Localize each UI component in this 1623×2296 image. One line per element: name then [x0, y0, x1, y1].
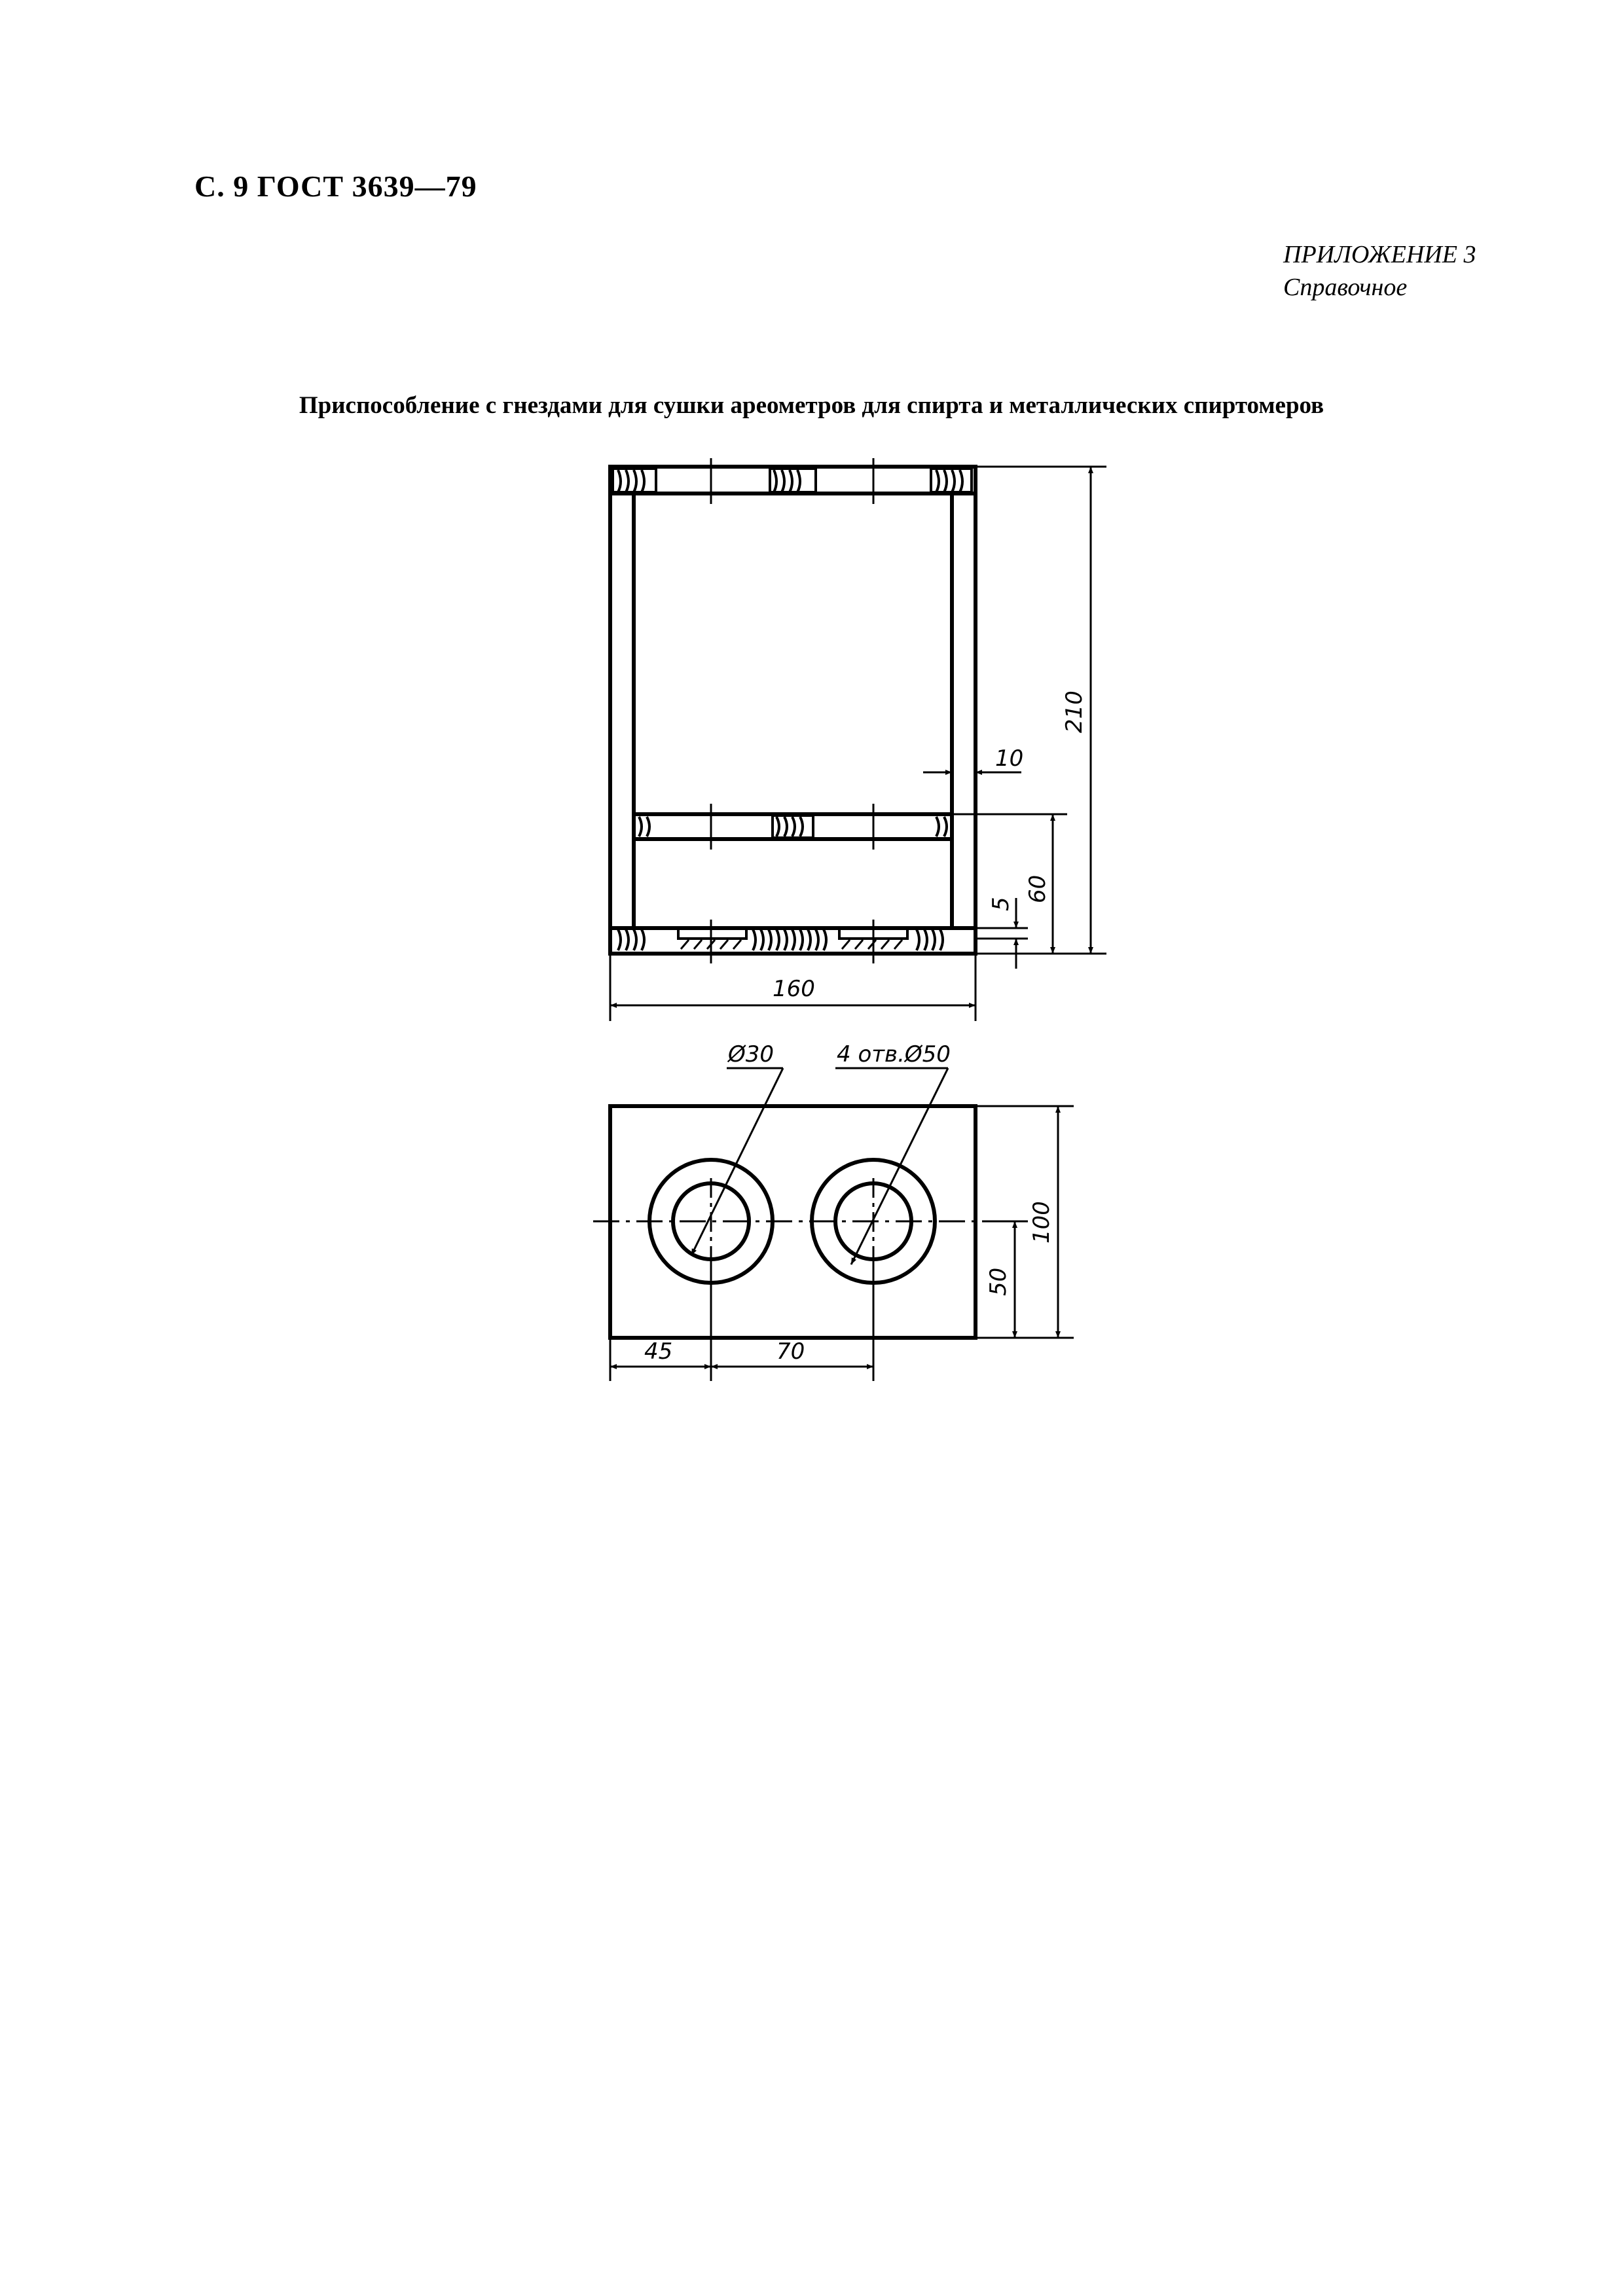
- appendix-number: ПРИЛОЖЕНИЕ 3: [1283, 241, 1476, 268]
- weld-marks: [613, 469, 972, 950]
- dim-plate-5: 5: [988, 897, 1014, 911]
- frame-outline: [610, 467, 976, 954]
- dim-center-50: 50: [985, 1267, 1012, 1296]
- axis-lines: [711, 458, 873, 963]
- dim-inner-diameter: Ø30: [728, 1041, 775, 1067]
- dim-width-160: 160: [773, 976, 815, 1002]
- front-view: [610, 458, 1106, 1021]
- dim-wall-10: 10: [995, 745, 1024, 772]
- plan-view: [593, 1068, 1074, 1381]
- dim-first-center-45: 45: [644, 1338, 673, 1365]
- dim-pitch-70: 70: [776, 1338, 805, 1365]
- dim-depth-100: 100: [1029, 1201, 1055, 1244]
- dim-shelf-60: 60: [1025, 874, 1051, 903]
- appendix-kind: Справочное: [1283, 274, 1408, 301]
- dim-holes: 4 отв.Ø50: [837, 1041, 951, 1067]
- figure-title: Приспособление с гнездами для сушки ареометров для спирта и металлических спиртомеров: [299, 392, 1324, 419]
- page-header: С. 9 ГОСТ 3639—79: [194, 170, 477, 203]
- dim-height-210: 210: [1061, 691, 1087, 733]
